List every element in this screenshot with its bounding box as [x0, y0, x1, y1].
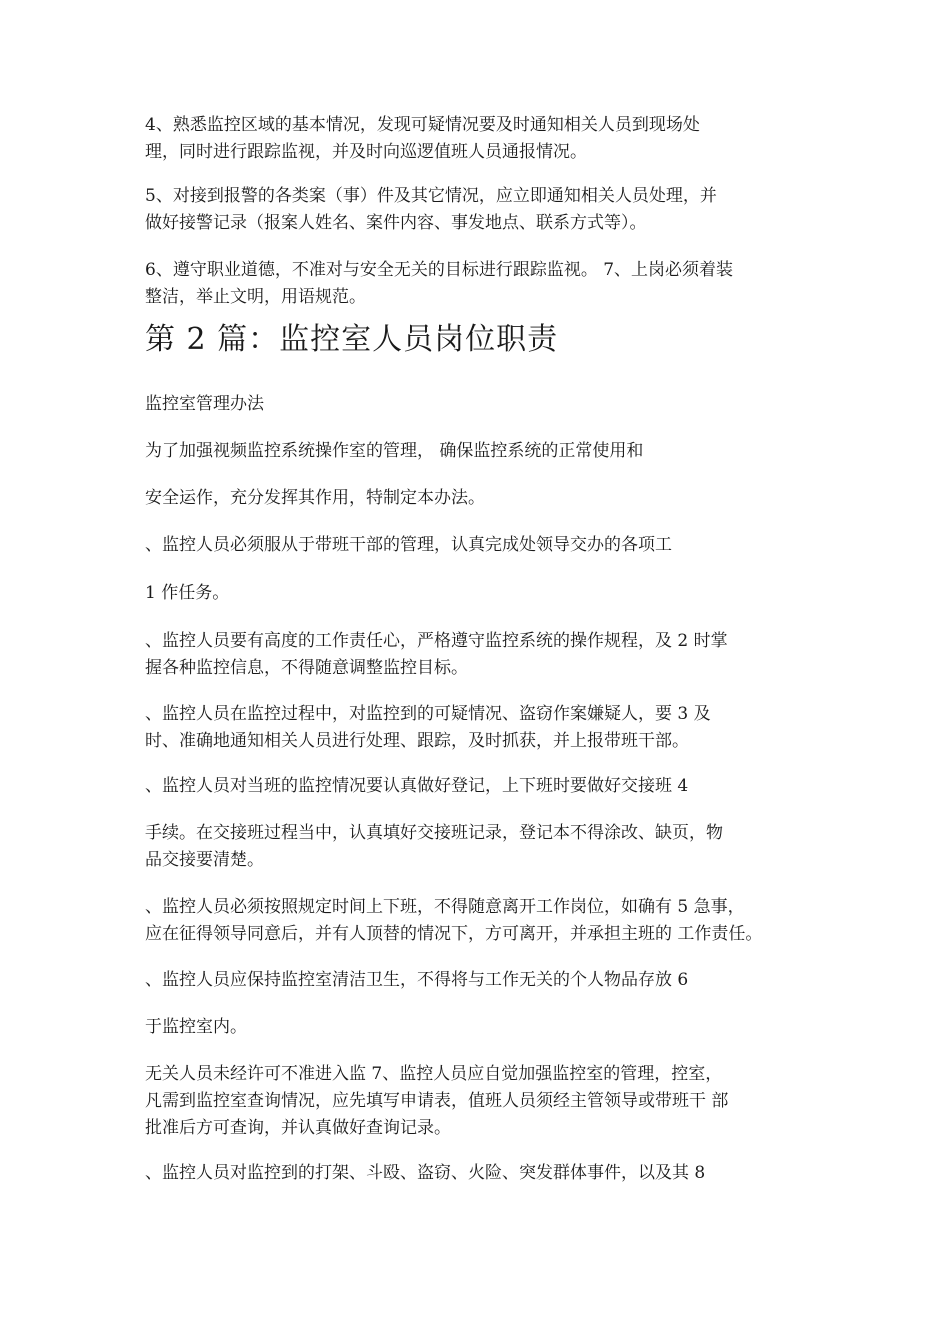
text-line: 为了加强视频监控系统操作室的管理， 确保监控系统的正常使用和: [145, 441, 644, 461]
text-line: 、监控人员必须服从于带班干部的管理，认真完成处领导交办的各项工: [145, 535, 672, 555]
paragraph-rule-7: [145, 1061, 825, 1142]
section-heading-text: 第 2 篇：监控室人员岗位职责: [145, 322, 559, 357]
paragraph-intro-cont: [145, 485, 825, 512]
text-line: 批准后方可查询，并认真做好查询记录。: [145, 1118, 451, 1138]
text-line: 时、准确地通知相关人员进行处理、跟踪，及时抓获，并上报带班干部。: [145, 731, 689, 751]
text-line: 做好接警记录（报案人姓名、案件内容、事发地点、联系方式等）。: [145, 213, 647, 233]
paragraph-rule-6-cont: [145, 1014, 825, 1041]
paragraph-rule-8: [145, 1160, 825, 1187]
text-line: 无关人员未经许可不准进入监 7、监控人员应自觉加强监控室的管理，控室，: [145, 1064, 723, 1084]
paragraph-item-5: [145, 183, 825, 237]
text-line: 、监控人员在监控过程中，对监控到的可疑情况、盗窃作案嫌疑人，要 3 及: [145, 704, 711, 724]
text-line: 凡需到监控室查询情况，应先填写申请表，值班人员须经主管领导或带班干 部: [145, 1091, 729, 1111]
text-line: 4、熟悉监控区域的基本情况，发现可疑情况要及时通知相关人员到现场处: [145, 115, 700, 135]
text-line: 6、遵守职业道德，不准对与安全无关的目标进行跟踪监视。 7、上岗必须着装: [145, 260, 734, 280]
text-line: 、监控人员对当班的监控情况要认真做好登记，上下班时要做好交接班 4: [145, 776, 689, 796]
paragraph-rule-4: [145, 773, 825, 800]
text-line: 、监控人员必须按照规定时间上下班，不得随意离开工作岗位，如确有 5 急事，: [145, 897, 745, 917]
paragraph-rule-2: [145, 628, 825, 682]
text-line: 、监控人员应保持监控室清洁卫生，不得将与工作无关的个人物品存放 6: [145, 970, 689, 990]
text-line: 、监控人员对监控到的打架、斗殴、盗窃、火险、突发群体事件，以及其 8: [145, 1163, 706, 1183]
text-line: 理，同时进行跟踪监视，并及时向巡逻值班人员通报情况。: [145, 142, 587, 162]
paragraph-rule-5: [145, 894, 825, 948]
text-line: 品交接要清楚。: [145, 850, 264, 870]
text-line: 、监控人员要有高度的工作责任心，严格遵守监控系统的操作规程，及 2 时掌: [145, 631, 728, 651]
paragraph-item-4: [145, 112, 825, 166]
paragraph-rule-4-cont: [145, 820, 825, 874]
text-line: 握各种监控信息，不得随意调整监控目标。: [145, 658, 468, 678]
paragraph-rule-3: [145, 701, 825, 755]
text-line: 手续。在交接班过程当中，认真填好交接班记录，登记本不得涂改、缺页，物: [145, 823, 723, 843]
paragraph-rule-6: [145, 967, 825, 994]
text-line: 整洁，举止文明，用语规范。: [145, 287, 366, 307]
text-line: 1 作任务。: [145, 583, 230, 603]
text-line: 监控室管理办法: [145, 394, 264, 414]
paragraph-intro: [145, 438, 825, 465]
section-heading: [145, 320, 558, 360]
text-line: 安全运作，充分发挥其作用，特制定本办法。: [145, 488, 485, 508]
subheading-management-rules: [145, 391, 825, 418]
text-line: 于监控室内。: [145, 1017, 247, 1037]
paragraph-rule-1-cont: [145, 580, 825, 607]
text-line: 应在征得领导同意后，并有人顶替的情况下，方可离开，并承担主班的 工作责任。: [145, 924, 763, 944]
paragraph-item-6-7: [145, 257, 825, 311]
paragraph-rule-1: [145, 532, 825, 559]
text-line: 5、对接到报警的各类案（事）件及其它情况，应立即通知相关人员处理，并: [145, 186, 717, 206]
